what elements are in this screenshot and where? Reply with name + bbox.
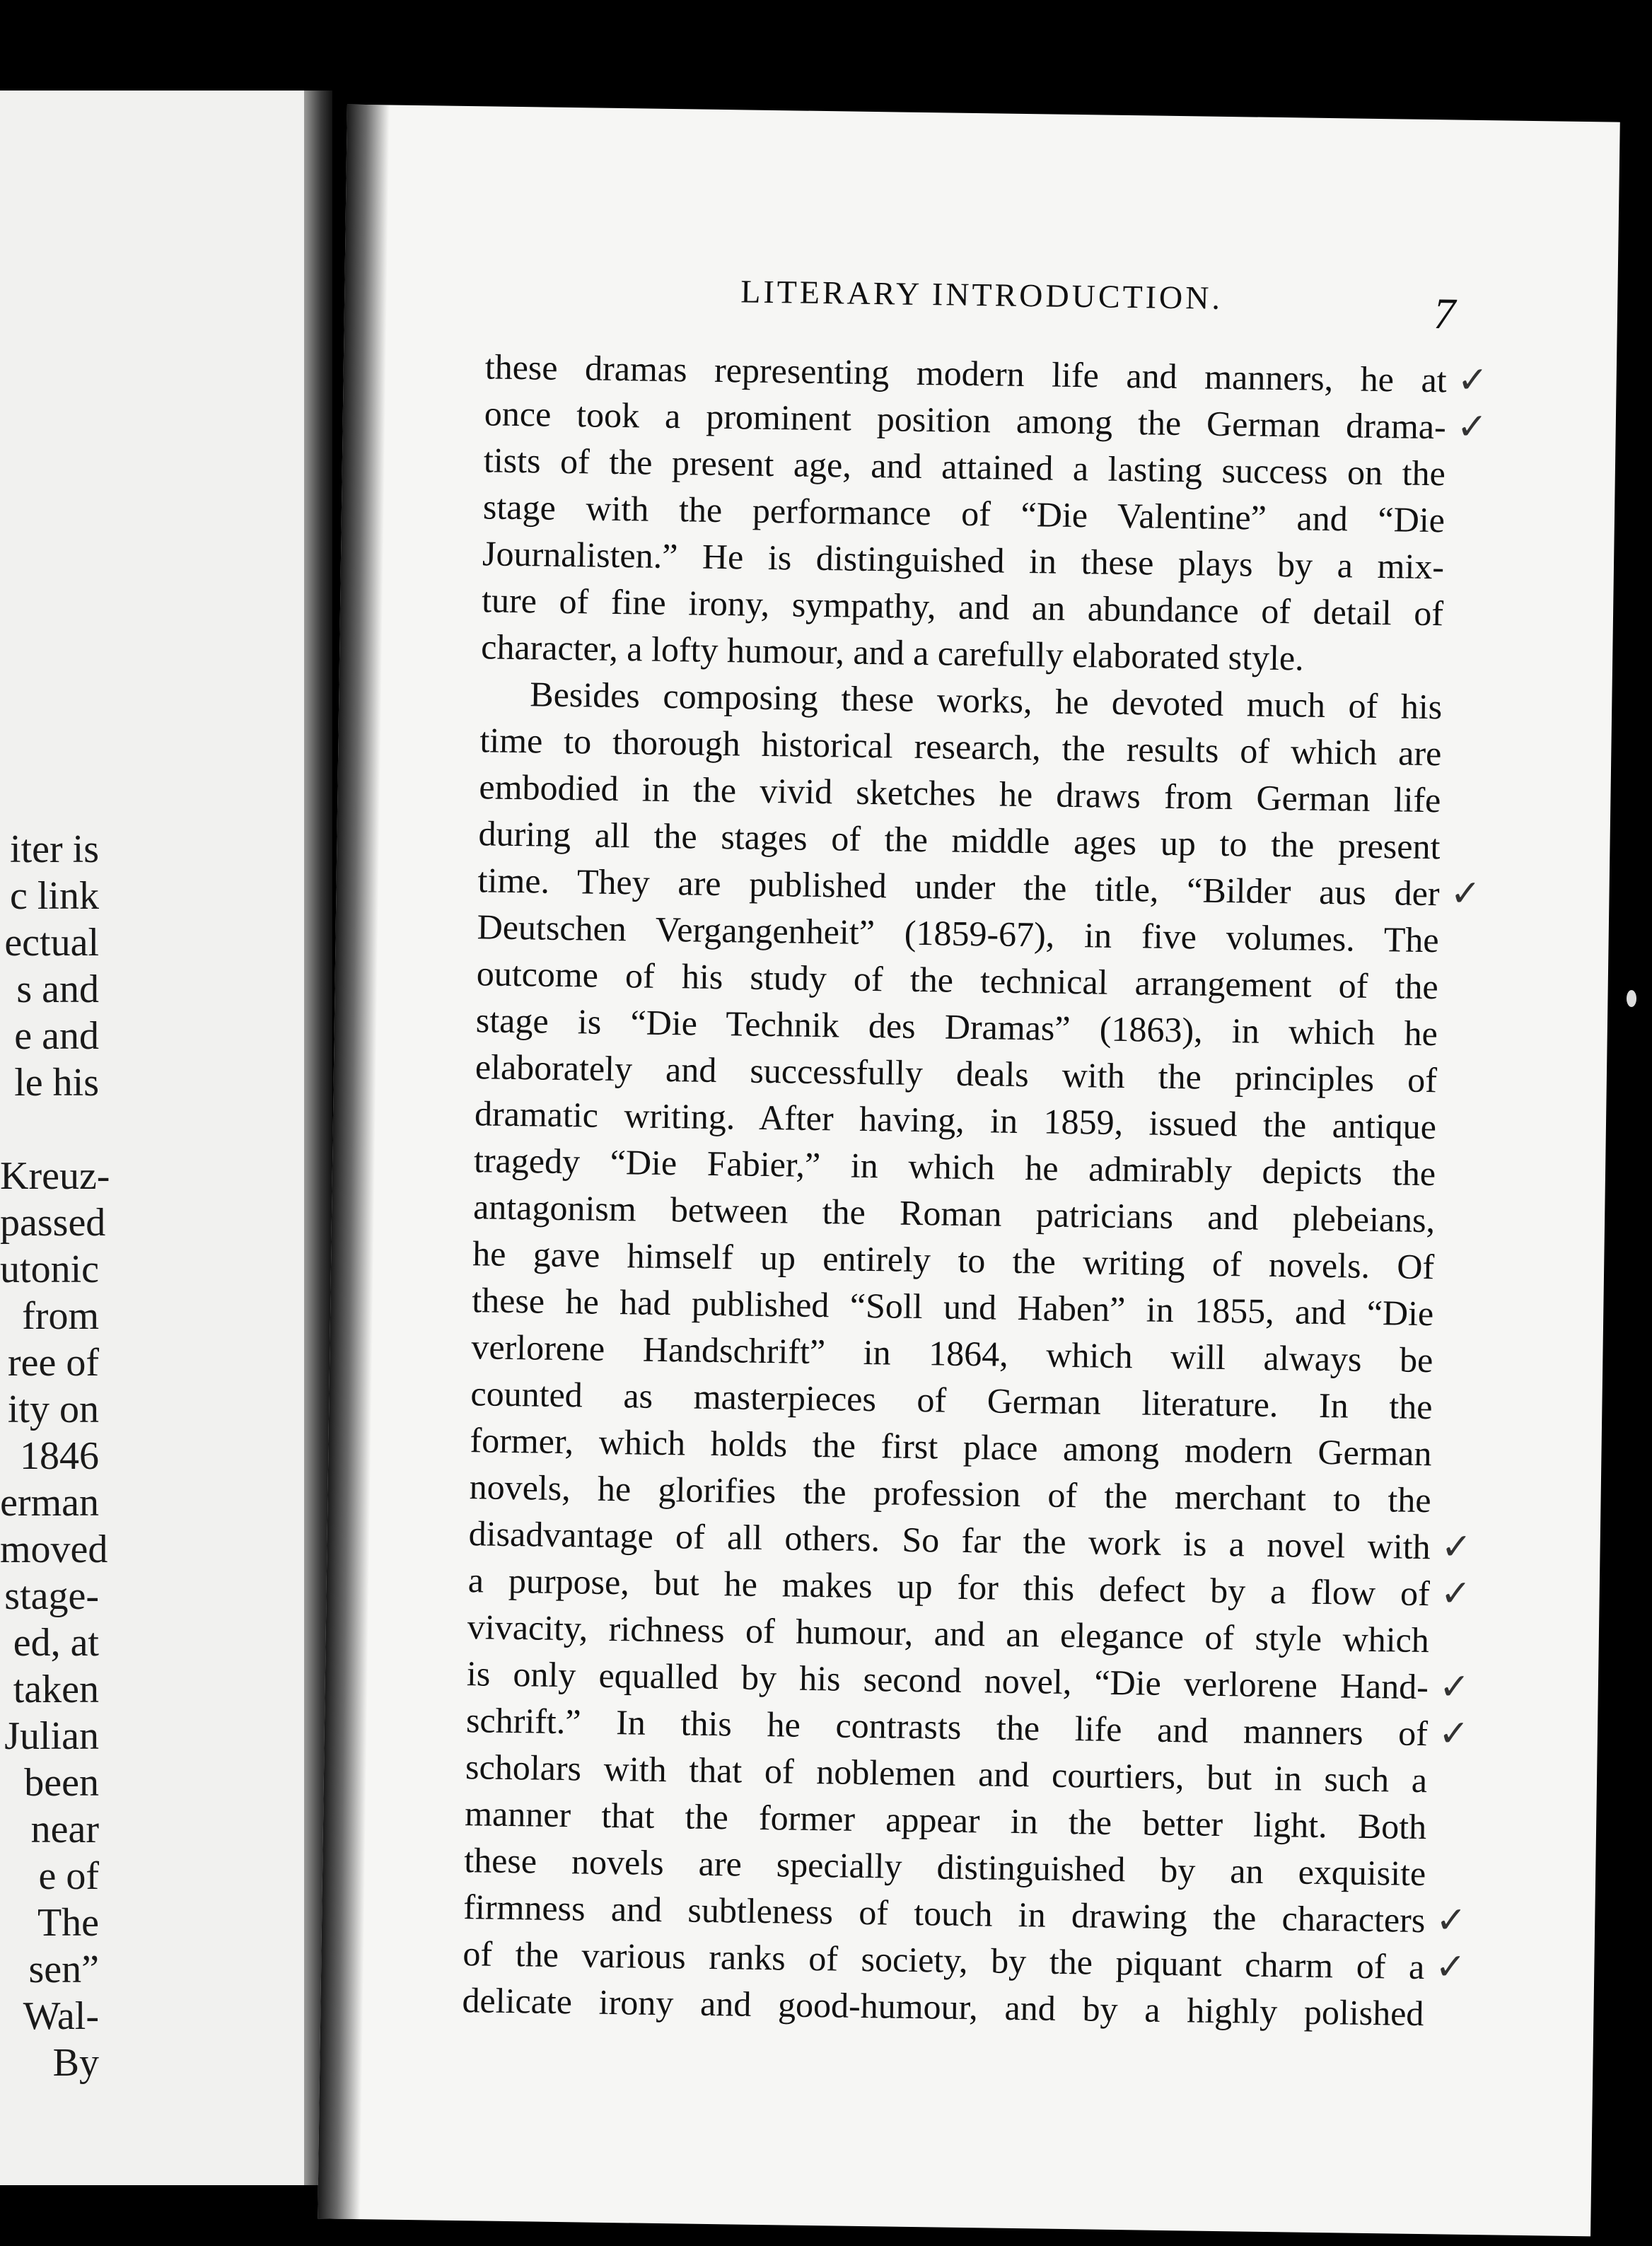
left-page-fragment: utonic bbox=[0, 1247, 99, 1291]
left-page-fragment: Wal- bbox=[23, 1994, 99, 2038]
check-mark-icon: ✓ bbox=[1435, 1899, 1467, 1942]
left-page-fragment: moved bbox=[0, 1528, 108, 1571]
left-page-fragment: ree of bbox=[7, 1341, 99, 1385]
text-line: time to thorough historical research, the results of which are bbox=[479, 720, 1442, 774]
left-facing-page bbox=[0, 91, 322, 2185]
left-page-fragment: near bbox=[30, 1808, 99, 1851]
left-page-text-fragments bbox=[0, 826, 110, 2086]
left-page-fragment: sen” bbox=[28, 1948, 99, 1991]
left-page-fragment: The bbox=[37, 1901, 99, 1945]
edge-blemish bbox=[1627, 990, 1636, 1007]
left-page-fragment: iter is bbox=[10, 827, 99, 871]
check-mark-icon: ✓ bbox=[1441, 1525, 1472, 1569]
text-line: verlorene Handschrift” in 1864, which will always be bbox=[471, 1327, 1433, 1380]
text-line: stage with the performance of “Die Valentine” and “Die bbox=[482, 487, 1446, 540]
left-page-fragment: taken bbox=[13, 1668, 99, 1711]
text-line: stage is “Die Technik des Dramas” (1863), in which he bbox=[475, 1000, 1438, 1054]
text-line: antagonism between the Roman patricians and plebeians, bbox=[472, 1187, 1436, 1240]
left-page-fragment: Julian bbox=[4, 1714, 99, 1758]
text-line: time. They are published under the title, “Bilder aus der bbox=[477, 860, 1440, 914]
check-mark-icon: ✓ bbox=[1438, 1712, 1470, 1755]
check-mark-icon: ✓ bbox=[1438, 1665, 1470, 1709]
text-line: of the various ranks of society, by the piquant charm of a bbox=[463, 1933, 1425, 1987]
text-line: firmness and subtleness of touch in drawing the characters bbox=[463, 1887, 1426, 1940]
text-line: novels, he glorifies the profession of the merchant to the bbox=[469, 1467, 1431, 1520]
text-line: scholars with that of noblemen and courtiers, but in such a bbox=[465, 1747, 1428, 1800]
text-line: these dramas representing modern life and manners, he at bbox=[484, 347, 1448, 400]
check-mark-icon: ✓ bbox=[1450, 872, 1482, 916]
body-text bbox=[462, 343, 1447, 2037]
text-line: former, which holds the first place among modern German bbox=[470, 1420, 1432, 1474]
left-page-fragment bbox=[0, 1106, 99, 1153]
left-page-fragment: been bbox=[24, 1761, 99, 1805]
left-page-fragment: le his bbox=[14, 1061, 99, 1105]
page-number: 7 bbox=[1433, 290, 1456, 339]
left-page-fragment: By bbox=[52, 2041, 99, 2085]
margin-check-marks bbox=[1434, 357, 1500, 1989]
text-line: vivacity, richness of humour, and an elegance of style which bbox=[467, 1607, 1430, 1660]
text-line: disadvantage of all others. So far the work is a novel with bbox=[468, 1513, 1431, 1567]
left-page-fragment: passed bbox=[0, 1201, 106, 1245]
left-page-fragment: e and bbox=[14, 1014, 99, 1058]
running-head: LITERARY INTRODUCTION. bbox=[740, 273, 1223, 316]
text-line: Deutschen Vergangenheit” (1859-67), in five volumes. The bbox=[477, 907, 1440, 960]
text-line: a purpose, but he makes up for this defect by a flow of bbox=[467, 1560, 1431, 1614]
text-line: counted as masterpieces of German literature. In the bbox=[470, 1373, 1433, 1427]
text-line: is only equalled by his second novel, “Die verlorene Hand- bbox=[466, 1653, 1429, 1707]
text-line: schrift.” In this he contrasts the life and manners of bbox=[465, 1700, 1429, 1754]
left-page-fragment: from bbox=[22, 1294, 99, 1338]
text-line: these he had published “Soll und Haben” in 1855, and “Die bbox=[471, 1280, 1434, 1334]
left-page-fragment: ectual bbox=[4, 921, 99, 965]
left-page-fragment: c link bbox=[10, 874, 99, 918]
text-line: elaborately and successfully deals with the principles of bbox=[475, 1047, 1438, 1100]
check-mark-icon: ✓ bbox=[1440, 1572, 1472, 1615]
text-line: dramatic writing. After having, in 1859, issued the antique bbox=[474, 1093, 1437, 1147]
text-line: ture of fine irony, sympathy, and an abundance of detail of bbox=[481, 580, 1444, 634]
left-page-fragment: ity on bbox=[7, 1387, 99, 1431]
left-page-fragment: s and bbox=[16, 967, 99, 1011]
check-mark-icon: ✓ bbox=[1457, 359, 1489, 402]
left-page-fragment: erman bbox=[0, 1481, 99, 1525]
text-line: manner that the former appear in the better light. Both bbox=[464, 1793, 1427, 1847]
text-line: delicate irony and good-humour, and by a highly polished bbox=[462, 1980, 1424, 2034]
left-page-fragment: e of bbox=[38, 1854, 99, 1898]
left-page-fragment: stage- bbox=[4, 1574, 99, 1618]
text-line: outcome of his study of the technical arrangement of the bbox=[476, 953, 1439, 1007]
text-line: character, a lofty humour, and a carefully elaborated style. bbox=[480, 627, 1305, 678]
right-page bbox=[318, 105, 1620, 2237]
text-line: during all the stages of the middle ages up to the present bbox=[478, 813, 1441, 867]
left-page-fragment: 1846 bbox=[20, 1434, 99, 1478]
left-page-fragment: Kreuz- bbox=[0, 1154, 110, 1198]
text-line: once took a prominent position among the German drama- bbox=[484, 393, 1447, 447]
text-line: he gave himself up entirely to the writing of novels. Of bbox=[472, 1233, 1435, 1287]
check-mark-icon: ✓ bbox=[1456, 405, 1488, 449]
text-line: tragedy “Die Fabier,” in which he admirably depicts the bbox=[473, 1140, 1436, 1194]
check-mark-icon: ✓ bbox=[1434, 1945, 1467, 1989]
text-line: embodied in the vivid sketches he draws from German life bbox=[479, 767, 1441, 820]
text-line: Besides composing these works, he devoted much of his bbox=[529, 674, 1443, 727]
text-line: these novels are specially distinguished by an exquisite bbox=[463, 1840, 1426, 1894]
text-line: tists of the present age, and attained a lasting success on the bbox=[483, 440, 1446, 494]
left-page-fragment: ed, at bbox=[13, 1621, 99, 1665]
text-line: Journalisten.” He is distinguished in these plays by a mix- bbox=[482, 533, 1445, 587]
